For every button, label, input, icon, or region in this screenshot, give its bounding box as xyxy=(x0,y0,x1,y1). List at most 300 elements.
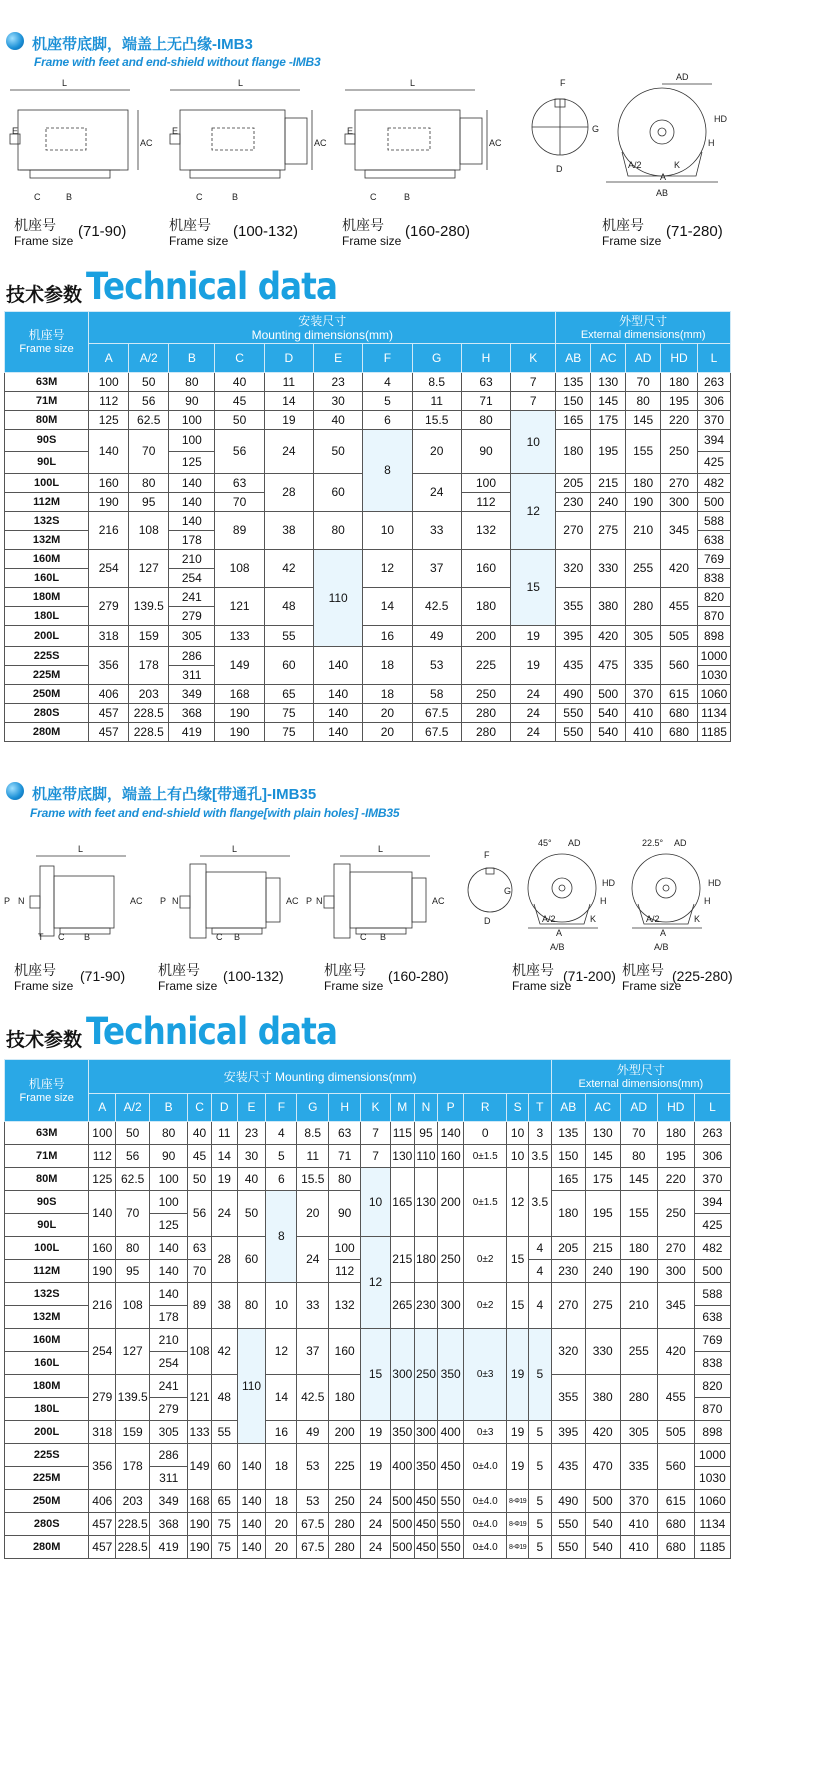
table-header-row xyxy=(5,1060,731,1094)
frame-size-cell: 180L xyxy=(5,607,89,626)
table-cell: 56 xyxy=(188,1191,212,1237)
table-cell: 115 xyxy=(390,1122,414,1145)
dimension-label: A xyxy=(660,928,667,938)
table-cell: 550 xyxy=(556,723,591,742)
table-cell: 457 xyxy=(89,1513,116,1536)
table-row xyxy=(5,1490,731,1513)
table-cell: 1000 xyxy=(698,647,731,666)
table-cell: 24 xyxy=(297,1237,329,1283)
table-cell: 40 xyxy=(314,411,363,430)
table-cell: 110 xyxy=(414,1145,438,1168)
dimension-label: H xyxy=(708,138,715,148)
col-header: F xyxy=(266,1094,297,1122)
table-cell: 16 xyxy=(363,626,412,647)
frame-size-cell: 160L xyxy=(5,569,89,588)
table-cell: 180 xyxy=(414,1237,438,1283)
frame-size-range-9: (225-280) xyxy=(672,968,733,984)
table-cell: 71 xyxy=(461,392,510,411)
section1-title-en: Frame with feet and end-shield without flange -IMB3 xyxy=(34,55,321,69)
table-cell: 45 xyxy=(215,392,264,411)
table-cell: 550 xyxy=(438,1536,464,1559)
col-header: AB xyxy=(556,344,591,373)
table1-body xyxy=(5,373,731,742)
table-cell: 112 xyxy=(89,1145,116,1168)
table-cell: 275 xyxy=(585,1283,620,1329)
frame-size-range-4: (71-280) xyxy=(666,223,723,240)
table-cell: 127 xyxy=(129,550,169,588)
table-cell: 355 xyxy=(556,588,591,626)
table-cell: 95 xyxy=(414,1122,438,1145)
table-cell: 680 xyxy=(657,1536,694,1559)
frame-size-cell: 132S xyxy=(5,512,89,531)
table-cell: 121 xyxy=(188,1375,212,1421)
frame-size-cell: 225S xyxy=(5,647,89,666)
table-cell: 7 xyxy=(361,1145,391,1168)
table-cell: 505 xyxy=(661,626,698,647)
table-cell: 65 xyxy=(264,685,313,704)
dimension-label: B xyxy=(404,192,411,202)
dimension-label: T xyxy=(38,932,44,942)
frame-size-cell: 180M xyxy=(5,588,89,607)
table-cell: 263 xyxy=(694,1122,730,1145)
table-cell: 279 xyxy=(89,1375,116,1421)
table-cell: 1000 xyxy=(694,1444,730,1467)
dimension-label: C xyxy=(58,932,65,942)
table-cell: 255 xyxy=(626,550,661,588)
table-cell: 19 xyxy=(361,1444,391,1490)
table-cell: 89 xyxy=(188,1283,212,1329)
mounting-dims-header: 安装尺寸 Mounting dimensions(mm) xyxy=(89,1060,551,1094)
table-cell: 33 xyxy=(412,512,461,550)
frame-size-cell: 280M xyxy=(5,1536,89,1559)
table-cell: 228.5 xyxy=(116,1513,150,1536)
table-cell: 80 xyxy=(314,512,363,550)
col-header: B xyxy=(169,344,215,373)
table-cell: 394 xyxy=(694,1191,730,1214)
table-cell: 240 xyxy=(585,1260,620,1283)
table-cell: 80 xyxy=(169,373,215,392)
dimension-label: A/B xyxy=(654,942,669,952)
table-cell: 140 xyxy=(169,512,215,531)
frame-size-range-8: (71-200) xyxy=(563,968,616,984)
table-cell: 215 xyxy=(390,1237,414,1283)
table-cell: 15 xyxy=(511,550,556,626)
col-header: N xyxy=(414,1094,438,1122)
table-cell: 67.5 xyxy=(297,1536,329,1559)
table-cell: 42.5 xyxy=(412,588,461,626)
table-cell: 16 xyxy=(266,1421,297,1444)
external-dims-header: 外型尺寸 External dimensions(mm) xyxy=(551,1060,730,1094)
table-cell: 139.5 xyxy=(129,588,169,626)
table-cell: 5 xyxy=(528,1329,551,1421)
table-cell: 175 xyxy=(591,411,626,430)
table-cell: 8 xyxy=(266,1191,297,1283)
table-cell: 8 xyxy=(363,430,412,512)
table-cell: 769 xyxy=(694,1329,730,1352)
dimension-label: B xyxy=(234,932,241,942)
table-cell: 306 xyxy=(694,1145,730,1168)
table-cell: 140 xyxy=(237,1444,266,1490)
table-cell: 8.5 xyxy=(297,1122,329,1145)
col-header: L xyxy=(698,344,731,373)
table-cell: 50 xyxy=(215,411,264,430)
table-cell: 195 xyxy=(591,430,626,474)
table-cell: 112 xyxy=(461,493,510,512)
table-cell: 450 xyxy=(414,1490,438,1513)
dimension-label: K xyxy=(674,160,681,170)
table-cell: 350 xyxy=(390,1421,414,1444)
frame-size-cell: 200L xyxy=(5,626,89,647)
table-cell: 180 xyxy=(461,588,510,626)
dimension-label: A xyxy=(556,928,563,938)
col-header: A xyxy=(89,1094,116,1122)
frame-size-range-2: (100-132) xyxy=(233,223,299,240)
table-cell: 140 xyxy=(169,474,215,493)
table-cell: 8-Φ19 xyxy=(507,1513,529,1536)
table-cell: 3 xyxy=(528,1122,551,1145)
col-header: P xyxy=(438,1094,464,1122)
table-cell: 65 xyxy=(211,1490,237,1513)
col-header: C xyxy=(215,344,264,373)
table-cell: 1060 xyxy=(694,1490,730,1513)
dimension-label: D xyxy=(556,164,563,174)
table-cell: 380 xyxy=(585,1375,620,1421)
table-cell: 23 xyxy=(314,373,363,392)
table-cell: 130 xyxy=(414,1168,438,1237)
dimension-label: L xyxy=(78,844,84,854)
col-header: D xyxy=(211,1094,237,1122)
table-cell: 10 xyxy=(266,1283,297,1329)
table-cell: 550 xyxy=(438,1513,464,1536)
table-cell: 435 xyxy=(556,647,591,685)
frame-size-cell: 132M xyxy=(5,531,89,550)
table-cell: 280 xyxy=(329,1536,361,1559)
frame-size-label-2: 机座号 Frame size xyxy=(169,217,229,248)
table-cell: 175 xyxy=(585,1168,620,1191)
table-cell: 615 xyxy=(661,685,698,704)
dimension-label: N xyxy=(18,896,25,906)
table-cell: 220 xyxy=(661,411,698,430)
table-cell: 28 xyxy=(211,1237,237,1283)
motor-side-view-medium-drawing xyxy=(170,78,327,202)
dimension-label: L xyxy=(232,844,238,854)
table-cell: 450 xyxy=(438,1444,464,1490)
table-cell: 49 xyxy=(297,1421,329,1444)
table-row xyxy=(5,411,731,430)
table-cell: 265 xyxy=(390,1283,414,1329)
table-cell: 279 xyxy=(169,607,215,626)
table-cell: 75 xyxy=(211,1513,237,1536)
table-cell: 279 xyxy=(89,588,129,626)
table-cell: 455 xyxy=(661,588,698,626)
mounting-dims-header: 安装尺寸 Mounting dimensions(mm) xyxy=(89,312,556,344)
table-cell: 180 xyxy=(657,1122,694,1145)
table-cell: 160 xyxy=(89,1237,116,1260)
table-cell: 345 xyxy=(661,512,698,550)
table-cell: 150 xyxy=(551,1145,585,1168)
table-cell: 140 xyxy=(237,1536,266,1559)
table-row xyxy=(5,704,731,723)
table-cell: 225 xyxy=(329,1444,361,1490)
table-row xyxy=(5,626,731,647)
table-cell: 0±3 xyxy=(464,1421,507,1444)
table-cell: 180 xyxy=(329,1375,361,1421)
flange-front-view-45-drawing xyxy=(528,838,615,952)
table-row xyxy=(5,1536,731,1559)
table-cell: 7 xyxy=(361,1122,391,1145)
table-cell: 200 xyxy=(438,1168,464,1237)
table-cell: 145 xyxy=(585,1145,620,1168)
table-cell: 230 xyxy=(551,1260,585,1283)
table-cell: 457 xyxy=(89,704,129,723)
table-cell: 560 xyxy=(661,647,698,685)
dimension-label: 22.5° xyxy=(642,838,664,848)
table-cell: 482 xyxy=(694,1237,730,1260)
table-cell: 80 xyxy=(329,1168,361,1191)
col-header: H xyxy=(461,344,510,373)
table-cell: 19 xyxy=(361,1421,391,1444)
table-cell: 165 xyxy=(551,1168,585,1191)
table-cell: 8-Φ19 xyxy=(507,1490,529,1513)
tech-data-cn-1: 技术参数 xyxy=(6,285,83,306)
table-cell: 160 xyxy=(461,550,510,588)
table-cell: 149 xyxy=(215,647,264,685)
dimension-label: D xyxy=(484,916,491,926)
dimension-label: C xyxy=(360,932,367,942)
frame-size-label-1: 机座号 Frame size xyxy=(14,217,74,248)
table-cell: 254 xyxy=(89,550,129,588)
dimension-label: AD xyxy=(568,838,581,848)
col-header: T xyxy=(528,1094,551,1122)
dimension-label: L xyxy=(410,78,416,88)
table-cell: 90 xyxy=(329,1191,361,1237)
table-cell: 490 xyxy=(551,1490,585,1513)
table-cell: 190 xyxy=(188,1536,212,1559)
table-cell: 320 xyxy=(556,550,591,588)
col-header: L xyxy=(694,1094,730,1122)
table-cell: 0±1.5 xyxy=(464,1168,507,1237)
table-cell: 70 xyxy=(626,373,661,392)
frame-size-cell: 180L xyxy=(5,1398,89,1421)
table-cell: 140 xyxy=(150,1260,188,1283)
table-cell: 356 xyxy=(89,1444,116,1490)
table-cell: 140 xyxy=(438,1122,464,1145)
table-cell: 56 xyxy=(116,1145,150,1168)
col-header: AD xyxy=(626,344,661,373)
table-cell: 410 xyxy=(620,1536,657,1559)
table-cell: 254 xyxy=(89,1329,116,1375)
dimension-label: C xyxy=(196,192,203,202)
table-cell: 20 xyxy=(412,430,461,474)
table-cell: 455 xyxy=(657,1375,694,1421)
table-cell: 680 xyxy=(661,723,698,742)
table-cell: 100 xyxy=(169,411,215,430)
table-cell: 62.5 xyxy=(116,1168,150,1191)
table-cell: 370 xyxy=(698,411,731,430)
table-cell: 680 xyxy=(661,704,698,723)
table-cell: 318 xyxy=(89,626,129,647)
table-column-header-row xyxy=(5,1094,731,1122)
col-header: R xyxy=(464,1094,507,1122)
frame-size-cell: 80M xyxy=(5,1168,89,1191)
table-cell: 24 xyxy=(264,430,313,474)
dim-B-label: B xyxy=(66,192,73,202)
table-cell: 180 xyxy=(551,1191,585,1237)
col-header: G xyxy=(412,344,461,373)
col-header: C xyxy=(188,1094,212,1122)
table-cell: 180 xyxy=(661,373,698,392)
table-cell: 588 xyxy=(698,512,731,531)
table-cell: 225 xyxy=(461,647,510,685)
table-cell: 0±3 xyxy=(464,1329,507,1421)
frame-size-cell: 225S xyxy=(5,1444,89,1467)
table-cell: 18 xyxy=(363,685,412,704)
table-cell: 550 xyxy=(551,1513,585,1536)
table-cell: 178 xyxy=(169,531,215,550)
col-header: H xyxy=(329,1094,361,1122)
dimension-label: L xyxy=(378,844,384,854)
dim-E-label: E xyxy=(12,126,19,136)
table-cell: 55 xyxy=(211,1421,237,1444)
col-header: B xyxy=(150,1094,188,1122)
frame-size-cell: 132S xyxy=(5,1283,89,1306)
table-cell: 110 xyxy=(237,1329,266,1444)
dimension-label: E xyxy=(347,126,354,136)
table-cell: 19 xyxy=(507,1421,529,1444)
col-header: AC xyxy=(585,1094,620,1122)
table-cell: 370 xyxy=(620,1490,657,1513)
table-cell: 15.5 xyxy=(297,1168,329,1191)
table-cell: 160 xyxy=(89,474,129,493)
table-cell: 638 xyxy=(694,1306,730,1329)
table-cell: 18 xyxy=(363,647,412,685)
table-row xyxy=(5,373,731,392)
frame-size-cell: 71M xyxy=(5,1145,89,1168)
table-cell: 0±2 xyxy=(464,1237,507,1283)
table-cell: 108 xyxy=(129,512,169,550)
dimension-label: P xyxy=(160,896,167,906)
table-cell: 254 xyxy=(169,569,215,588)
table-cell: 898 xyxy=(694,1421,730,1444)
table-cell: 160 xyxy=(329,1329,361,1375)
dimension-label: AC xyxy=(489,138,502,148)
table-cell: 420 xyxy=(657,1329,694,1375)
table-cell: 250 xyxy=(438,1237,464,1283)
table-cell: 133 xyxy=(188,1421,212,1444)
table-cell: 270 xyxy=(556,512,591,550)
table-cell: 50 xyxy=(188,1168,212,1191)
table-cell: 58 xyxy=(412,685,461,704)
table-cell: 540 xyxy=(591,723,626,742)
table-cell: 820 xyxy=(698,588,731,607)
col-header: AC xyxy=(591,344,626,373)
table-cell: 10 xyxy=(511,411,556,474)
table-cell: 63 xyxy=(461,373,510,392)
table-cell: 24 xyxy=(412,474,461,512)
table-cell: 19 xyxy=(511,626,556,647)
table-cell: 15.5 xyxy=(412,411,461,430)
table-cell: 400 xyxy=(438,1421,464,1444)
table-cell: 11 xyxy=(412,392,461,411)
table-row xyxy=(5,1122,731,1145)
table-row xyxy=(5,1329,731,1352)
table-cell: 216 xyxy=(89,1283,116,1329)
table-cell: 139.5 xyxy=(116,1375,150,1421)
shaft-section-drawing-2 xyxy=(468,850,512,926)
motor-front-view-drawing xyxy=(606,72,727,198)
table-cell: 270 xyxy=(551,1283,585,1329)
table-cell: 286 xyxy=(169,647,215,666)
table-cell: 155 xyxy=(620,1191,657,1237)
table-cell: 5 xyxy=(528,1421,551,1444)
table-cell: 230 xyxy=(556,493,591,512)
table-cell: 178 xyxy=(116,1444,150,1490)
table-cell: 305 xyxy=(626,626,661,647)
table-cell: 356 xyxy=(89,647,129,685)
table-cell: 80 xyxy=(116,1237,150,1260)
section1-title-cn: 机座带底脚，端盖上无凸缘-IMB3 xyxy=(32,36,253,53)
table-cell: 228.5 xyxy=(129,723,169,742)
table-cell: 40 xyxy=(237,1168,266,1191)
table-cell: 8-Φ19 xyxy=(507,1536,529,1559)
table-cell: 318 xyxy=(89,1421,116,1444)
table-cell: 280 xyxy=(461,704,510,723)
dimension-label: AC xyxy=(130,896,143,906)
table-header-row xyxy=(5,312,731,344)
table-cell: 159 xyxy=(116,1421,150,1444)
frame-size-cell: 160M xyxy=(5,550,89,569)
table-cell: 45 xyxy=(188,1145,212,1168)
table-cell: 870 xyxy=(698,607,731,626)
table-cell: 12 xyxy=(361,1237,391,1329)
table-cell: 140 xyxy=(237,1513,266,1536)
table-cell: 110 xyxy=(314,550,363,647)
table-row xyxy=(5,1513,731,1536)
frame-size-cell: 71M xyxy=(5,392,89,411)
table-cell: 3.5 xyxy=(528,1145,551,1168)
table-cell: 14 xyxy=(211,1145,237,1168)
table-cell: 71 xyxy=(329,1145,361,1168)
table-cell: 159 xyxy=(129,626,169,647)
frame-size-cell: 180M xyxy=(5,1375,89,1398)
table-cell: 23 xyxy=(237,1122,266,1145)
table-cell: 50 xyxy=(237,1191,266,1237)
table-row xyxy=(5,392,731,411)
frame-size-label-6: 机座号 Frame size xyxy=(158,962,218,993)
table-cell: 279 xyxy=(150,1398,188,1421)
table-cell: 190 xyxy=(89,493,129,512)
table-cell: 241 xyxy=(169,588,215,607)
table-cell: 33 xyxy=(297,1283,329,1329)
table-cell: 5 xyxy=(363,392,412,411)
table-cell: 125 xyxy=(169,452,215,474)
table-cell: 500 xyxy=(585,1490,620,1513)
table-cell: 132 xyxy=(461,512,510,550)
table-cell: 50 xyxy=(129,373,169,392)
col-header: HD xyxy=(657,1094,694,1122)
dimension-label: G xyxy=(592,124,600,134)
frame-size-cell: 225M xyxy=(5,1467,89,1490)
table-cell: 190 xyxy=(188,1513,212,1536)
frame-size-cell: 280M xyxy=(5,723,89,742)
table-cell: 70 xyxy=(116,1191,150,1237)
dimension-label: AC xyxy=(314,138,327,148)
table-cell: 125 xyxy=(89,1168,116,1191)
table-cell: 215 xyxy=(585,1237,620,1260)
table-cell: 11 xyxy=(211,1122,237,1145)
dimension-label: F xyxy=(484,850,490,860)
dimension-label: A/B xyxy=(550,942,565,952)
